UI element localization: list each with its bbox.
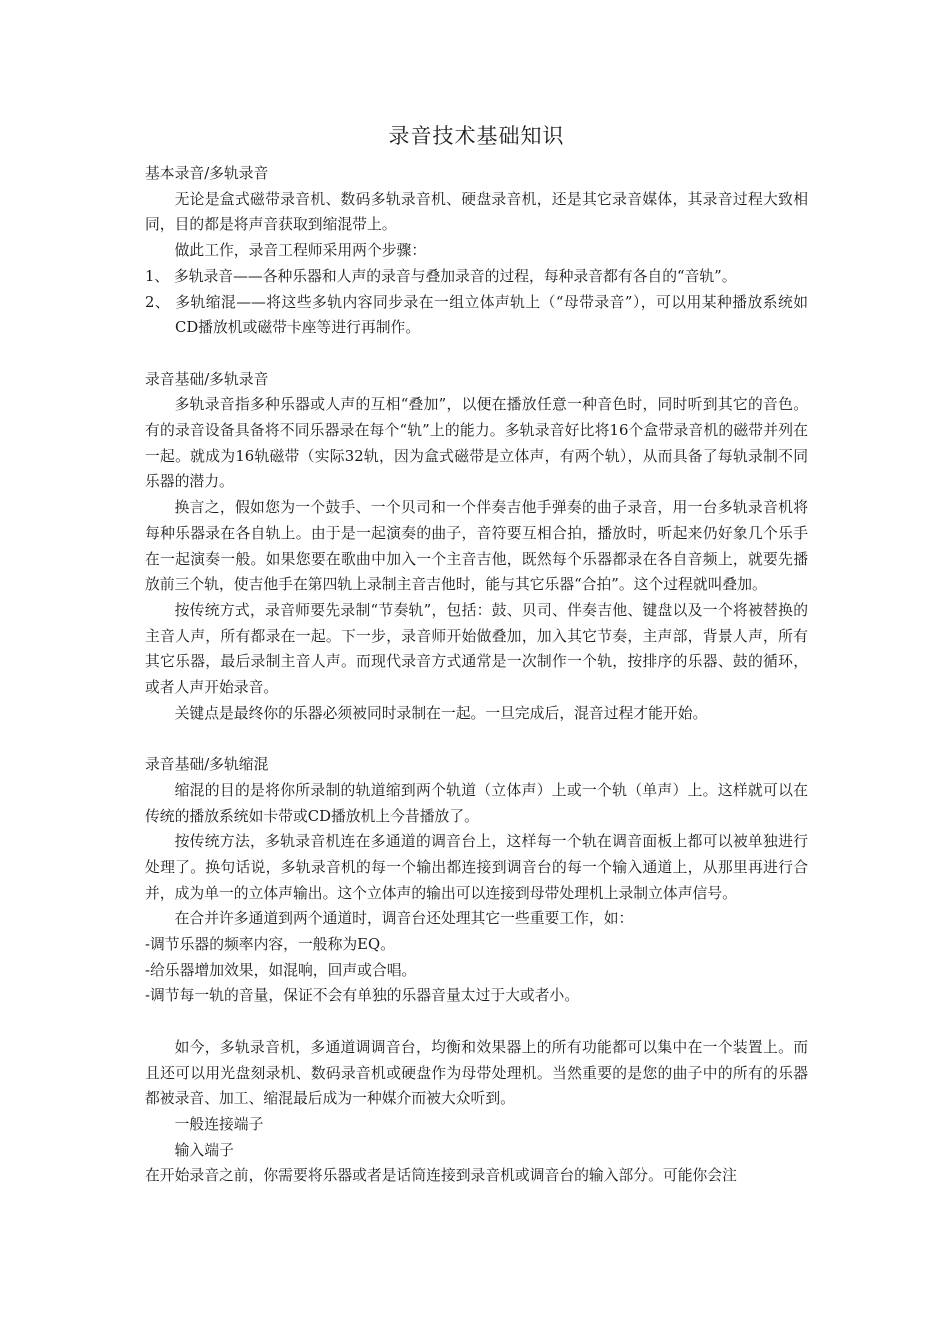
section-heading-multitrack-recording: 录音基础/多轨录音 (145, 370, 269, 388)
section-heading-multitrack-mixdown: 录音基础/多轨缩混 (145, 756, 269, 774)
paragraph: 无论是盒式磁带录音机、数码多轨录音机、硬盘录音机，还是其它录音媒体，其录音过程大致相同，目的都是将声音获取到缩混带上。 (145, 190, 808, 234)
document-title: 录音技术基础知识 (388, 124, 565, 148)
paragraph: 按传统方法，多轨录音机连在多通道的调音台上，这样每一个轨在调音面板上都可以被单独进行处理了。换句话说，多轨录音机的每一个输出都连接到调音台的每一个输入通道上，从那里再进行合并，成为单一的立体声输出。这个立体声的输出可以连接到母带处理机上录制立体声信号。 (145, 833, 808, 902)
paragraph: 缩混的目的是将你所录制的轨道缩到两个轨道（立体声）上或一个轨（单声）上。这样就可以在传统的播放系统如卡带或CD播放机上今昔播放了。 (145, 781, 808, 825)
paragraph: 在合并许多通道到两个通道时，调音台还处理其它一些重要工作，如： (174, 910, 634, 928)
spacer (145, 726, 808, 752)
list-item: 1、 多轨录音——各种乐器和人声的录音与叠加录音的过程，每种录音都有各自的“音轨”。 (145, 267, 737, 285)
list-item: 2、 多轨缩混——将这些多轨内容同步录在一组立体声轨上（“母带录音”），可以用某种播放系统如CD播放机或磁带卡座等进行再制作。 (145, 293, 808, 337)
paragraph: 换言之，假如您为一个鼓手、一个贝司和一个伴奏吉他手弹奏的曲子录音，用一台多轨录音机将每种乐器录在各自轨上。由于是一起演奏的曲子，音符要互相合拍，播放时，听起来仍好象几个乐手在一起演奏一般。如果您要在歌曲中加入一个主音吉他，既然每个乐器都录在各自音频上，就要先播放前三个轨，使吉他手在第四轨上录制主音吉他时，能与其它乐器“合拍”。这个过程就叫叠加。 (145, 499, 808, 594)
paragraph: 如今，多轨录音机，多通道调调音台，均衡和效果器上的所有功能都可以集中在一个装置上。而且还可以用光盘刻录机、数码录音机或硬盘作为母带处理机。当然重要的是您的曲子中的所有的乐器都被录音、加工、缩混最后成为一种媒介而被大众听到。 (145, 1038, 808, 1108)
subheading-general-connectors: 一般连接端子 (174, 1115, 264, 1133)
section-heading-basic-recording: 基本录音/多轨录音 (145, 165, 269, 182)
paragraph: 在开始录音之前，你需要将乐器或者是话筒连接到录音机或调音台的输入部分。可能你会注 (145, 1167, 737, 1185)
paragraph: 多轨录音指多种乐器或人声的互相“叠加”，以便在播放任意一种音色时，同时听到其它的音色。有的录音设备具备将不同乐器录在每个“轨”上的能力。多轨录音好比将16个盒带录音机的磁带并列在一起。就成为16轨磁带（实际32轨，因为盒式磁带是立体声，有两个轨），从而具备了每轨录制不同乐器的潜力。 (145, 396, 808, 491)
dash-list-item: -调节每一轨的音量，保证不会有单独的乐器音量太过于大或者小。 (145, 987, 580, 1005)
paragraph: 做此工作，录音工程师采用两个步骤： (174, 242, 427, 260)
spacer (145, 1009, 808, 1035)
dash-list-item: -调节乐器的频率内容，一般称为EQ。 (145, 936, 395, 954)
document-body (145, 161, 808, 1189)
spacer (145, 341, 808, 367)
subheading-input-connectors: 输入端子 (174, 1141, 234, 1159)
paragraph: 按传统方式，录音师要先录制“节奏轨”，包括：鼓、贝司、伴奏吉他、键盘以及一个将被替换的主音人声，所有都录在一起。下一步，录音师开始做叠加，加入其它节奏，主声部，背景人声，所有其它乐器，最后录制主音人声。而现代录音方式通常是一次制作一个轨，按排序的乐器、鼓的循环，或者人声开始录音。 (145, 601, 808, 697)
paragraph: 关键点是最终你的乐器必须被同时录制在一起。一旦完成后，混音过程才能开始。 (174, 704, 708, 722)
dash-list-item: -给乐器增加效果，如混响，回声或合唱。 (145, 961, 417, 979)
